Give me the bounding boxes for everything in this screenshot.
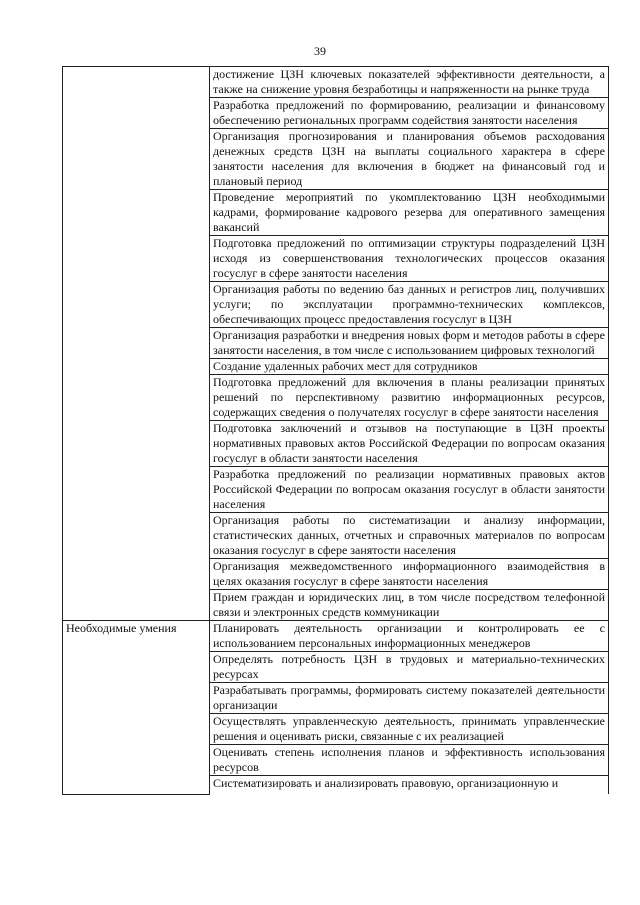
function-item: Систематизировать и анализировать правовую, организационную и [210, 776, 609, 795]
table-body [63, 67, 609, 795]
function-item: Организация работы по систематизации и анализу информации, статистических данных, отчетных и справочных материалов по вопросам оказания госуслуг в сфере занятости населения [210, 513, 609, 559]
function-item: Осуществлять управленческую деятельность, принимать управленческие решения и оценивать риски, связанные с их реализацией [210, 714, 609, 745]
page-number: 39 [314, 44, 326, 58]
function-item: Создание удаленных рабочих мест для сотрудников [210, 359, 609, 375]
function-item: Прием граждан и юридических лиц, в том числе посредством телефонной связи и электронных средств коммуникации [210, 590, 609, 621]
function-item: Определять потребность ЦЗН в трудовых и материально-технических ресурсах [210, 652, 609, 683]
table-row [63, 67, 609, 98]
function-item: Организация разработки и внедрения новых форм и методов работы в сфере занятости населения, в том числе с использованием цифровых технологий [210, 328, 609, 359]
function-item: Подготовка заключений и отзывов на поступающие в ЦЗН проекты нормативных правовых актов Российской Федерации по вопросам оказания госуслуг в области занятости населения [210, 421, 609, 467]
function-item: достижение ЦЗН ключевых показателей эффективности деятельности, а также на снижение уровня безработицы и напряженности на рынке труда [210, 67, 609, 98]
section-label: Необходимые умения [63, 621, 210, 795]
function-item: Оценивать степень исполнения планов и эффективность использования ресурсов [210, 745, 609, 776]
function-item: Подготовка предложений для включения в планы реализации принятых решений по перспективному развитию информационных ресурсов, содержащих сведения о получателях госуслуг в сфере занятости населения [210, 375, 609, 421]
function-item: Разрабатывать программы, формировать систему показателей деятельности организации [210, 683, 609, 714]
function-item: Организация работы по ведению баз данных и регистров лиц, получивших услуги; по эксплуатации программно-технических комплексов, обеспечивающих процесс предоставления госуслуг в ЦЗН [210, 282, 609, 328]
function-item: Разработка предложений по формированию, реализации и финансовому обеспечению региональных программ содействия занятости населения [210, 98, 609, 129]
function-item: Подготовка предложений по оптимизации структуры подразделений ЦЗН исходя из совершенствования технологических процессов оказания госуслуг в сфере занятости населения [210, 236, 609, 282]
requirements-table [62, 66, 609, 795]
function-item: Организация межведомственного информационного взаимодействия в целях оказания госуслуг в сфере занятости населения [210, 559, 609, 590]
function-item: Организация прогнозирования и планирования объемов расходования денежных средств ЦЗН на выплаты социального характера в сфере занятости населения для включения в бюджет на финансовый год и плановый период [210, 129, 609, 190]
function-item: Разработка предложений по реализации нормативных правовых актов Российской Федерации по вопросам оказания госуслуг в области занятости населения [210, 467, 609, 513]
table-row [63, 621, 609, 652]
section-label [63, 67, 210, 621]
function-item: Проведение мероприятий по укомплектованию ЦЗН необходимыми кадрами, формирование кадрового резерва для оперативного замещения вакансий [210, 190, 609, 236]
function-item: Планировать деятельность организации и контролировать ее с использованием персональных информационных менеджеров [210, 621, 609, 652]
